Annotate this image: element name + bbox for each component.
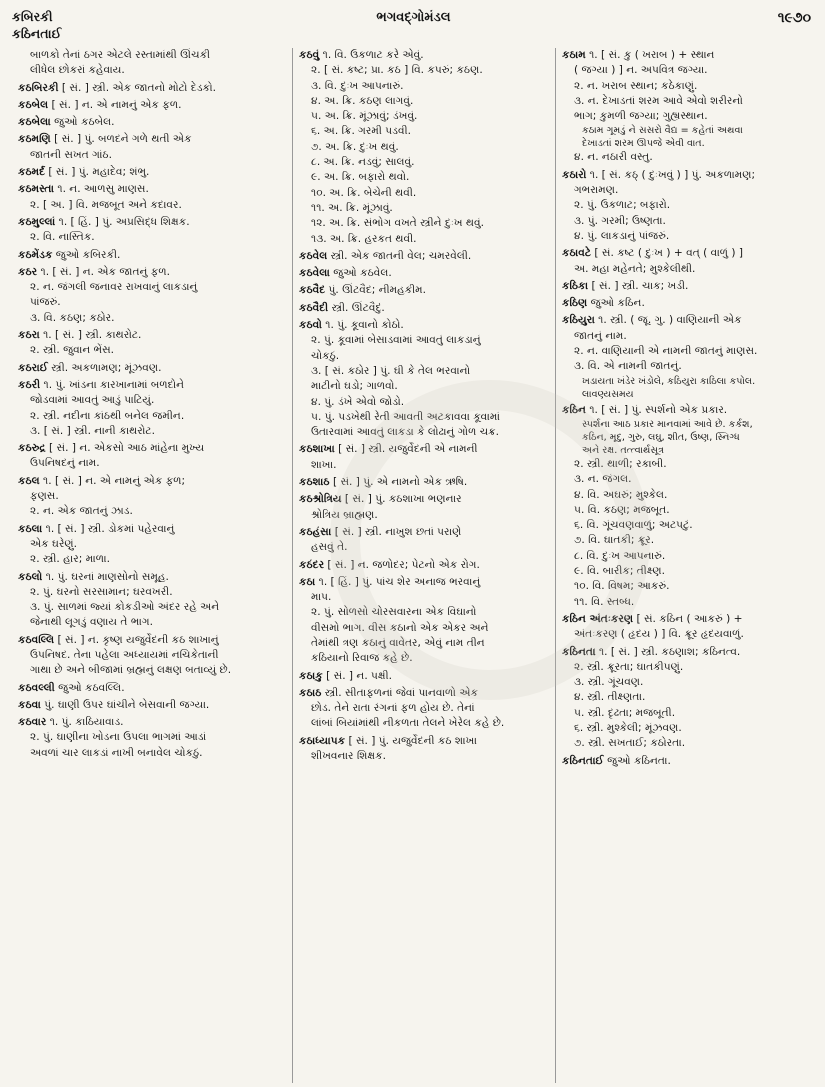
entry-sense: જેનાથી લૂગડું વણાય તે ભાગ. (30, 616, 153, 629)
entry-headword: કઠાકુ (299, 669, 323, 682)
entry-headword: કઠરી (18, 378, 41, 391)
dictionary-entry (299, 686, 549, 732)
entry-text: ૧. [ સં. ] સ્ત્રી. કઠણાશ; કઠિનત્વ. (598, 645, 741, 658)
entry-sense: ૨. ન. જંગલી જનાવર રાખવાનું લાકડાનું (30, 281, 198, 294)
entry-sense: ગભરામણ. (574, 184, 619, 197)
entry-sense: ૧૩. અ. ક્રિ. હરકત થવી. (311, 232, 417, 245)
entry-sense: ૨. [ અ. ] વિ. મજબૂત અને કદાવર. (30, 198, 182, 211)
entry-first-line (562, 246, 809, 261)
dictionary-entry (18, 265, 286, 326)
entry-first-line (299, 301, 549, 316)
entry-sense: ગાથા છે અને બીજામાં બ્રહ્મનું લક્ષણ બતાવ્યું છે. (30, 664, 232, 677)
entry-text: જુઓ કઠિનતા. (607, 754, 671, 767)
entry-text: [ સં. ] ન. જળોદર; પેટનો એક રોગ. (327, 558, 480, 571)
entry-headword: કઠિયુરા (562, 314, 595, 327)
entry-headword: કઠવેલા (299, 267, 330, 280)
entry-sense: પાંજરું. (30, 296, 61, 309)
entry-sense: ૨. પું. ઘરનો સરસામાન; ઘરવખરી. (30, 585, 173, 598)
entry-sense: ૬. અ. ક્રિ. ગરમી પડવી. (311, 125, 411, 138)
entry-sense: અંતઃકરણ ( હૃદય ) ] વિ. ક્રૂર હૃદયવાળું. (574, 628, 744, 641)
entry-headword: કઠશાખા (299, 443, 335, 456)
entry-headword: કઠલો (18, 570, 43, 583)
dictionary-entry (562, 645, 809, 752)
dictionary-entry (18, 81, 286, 96)
entry-first-line (299, 442, 549, 457)
dictionary-entry (562, 48, 809, 166)
entry-first-line (18, 361, 286, 376)
entry-sense: ૩. પું. સાળમાં જ્યાં કોકડીઓ અંદર રહે અને (30, 601, 220, 614)
entry-sense: ૩. [ સં. ] સ્ત્રી. નાની કાથરોટ. (30, 424, 155, 437)
dictionary-entry (18, 474, 286, 520)
entry-text: [ સં. ] સ્ત્રી. નાખુશ છતાં પરાણે (334, 525, 462, 538)
entry-headword: કઠહંસા (299, 525, 332, 538)
guide-word-first: કબિરકી (12, 9, 53, 24)
dictionary-entry (18, 248, 286, 263)
column-2 (292, 48, 555, 1083)
dictionary-entry (299, 249, 549, 264)
entry-headword: કઠિન અંતઃકરણ (562, 612, 634, 625)
entry-text: [ સં. ] પું. એ નામનો એક ઋષિ. (332, 476, 468, 489)
entry-sense: ૧૦. અ. ક્રિ. બેચેની થવી. (311, 186, 417, 199)
entry-sense: માટીનો ઘડો; ગાળવો. (311, 380, 398, 393)
entry-sense: ઉપનિષદ. તેના પહેલા અધ્યાયમાં નચિકેતાની (30, 648, 219, 661)
dictionary-entry (299, 525, 549, 556)
dictionary-entry (18, 570, 286, 631)
dictionary-entry (18, 361, 286, 376)
dictionary-entry (299, 283, 549, 298)
entry-first-line (18, 681, 286, 696)
entry-sense: ૨. સ્ત્રી. જુવાન ભેંસ. (30, 344, 115, 357)
entry-sense: ૨. સ્ત્રી. હાર; માળા. (30, 553, 110, 566)
entry-text: [ સં. ] પું. યજુર્વેદની કઠ શાખા (348, 734, 477, 747)
entry-headword: કઠર (18, 265, 38, 278)
entry-text: [ સં. કઠિન ( આકરું ) + (636, 612, 743, 625)
dictionary-entry (18, 681, 286, 696)
entry-text: જુઓ કઠિન. (590, 297, 645, 310)
entry-headword: કઠામ (562, 49, 586, 61)
entry-sense: ૨. સ્ત્રી. નદીના કાંઠથી બનેલ જમીન. (30, 409, 185, 422)
entry-sense: ૨. પું. ઉકળાટ; બફારો. (574, 199, 671, 212)
entry-sense: લાંબાં બિયાંમાંથી નીકળતા તેલને ખેરેલ કહે છે. (311, 717, 505, 730)
entry-first-line (299, 525, 549, 540)
entry-text: ૧. પું. ઘરનાં માણસોનો સમૂહ. (45, 570, 169, 583)
entry-sense: ૨. પું. કૂવામાં બેસાડવામાં આવતું લાકડાનું (311, 334, 481, 347)
entry-quote: અને રક્ષ. તત્ત્વાર્થસૂત્ર (582, 444, 665, 456)
entry-first-line (18, 182, 286, 197)
entry-first-line (299, 48, 549, 63)
entry-sense: કઠિયાનો રિવાજ કહે છે. (311, 652, 413, 665)
entry-headword: કઠશાઠ (299, 476, 330, 489)
entry-first-line (18, 378, 286, 393)
entry-sense: અવળાં ચાર લાકડાં નાખી બનાવેલ ચોકઠું. (30, 746, 203, 759)
entry-first-line (299, 669, 549, 684)
entry-sense: ૫. અ. ક્રિ. મૂંઝાવું; ડંખવું. (311, 110, 418, 123)
entry-sense: છોડ. તેને રાતા રંગનાં ફળ હોય છે. તેનાં (311, 702, 475, 715)
entry-headword: કઠાઠ (299, 686, 322, 699)
dictionary-entry (562, 754, 809, 769)
entry-text: [ સં. ] ન. કૃષ્ણ યજુર્વેદની કઠ શાખાનું (57, 633, 219, 646)
entry-headword: કઠાવટે (562, 247, 592, 260)
entry-sense: એક ઘરેણું. (30, 537, 78, 550)
entry-first-line (18, 441, 286, 456)
entry-sense: ૭. સ્ત્રી. સખતાઈ; કઠોરતા. (574, 737, 686, 750)
entry-sense: ૧૧. વિ. સ્તબ્ધ. (574, 595, 635, 608)
entry-headword: કઠારો (562, 168, 587, 181)
entry-sense: ૪. ન. નઠારી વસ્તુ. (574, 151, 653, 164)
entry-headword: કઠબેલા (18, 116, 51, 129)
entry-sense: ૨. સ્ત્રી. ક્રૂરતા; ઘાતકીપણું. (574, 660, 684, 673)
entry-first-line (18, 248, 286, 263)
dictionary-entry (562, 403, 809, 610)
entry-headword: કઠવાર (18, 716, 47, 729)
column-3 (555, 48, 815, 1083)
entry-first-line (18, 165, 286, 180)
entry-text: [ સં. ] સ્ત્રી. યજુર્વેદની એ નામની (338, 443, 478, 456)
entry-text: ૧. [ સં. ] પું. સ્પર્શનો એક પ્રકાર. (589, 403, 728, 416)
entry-sense: શ્રોત્રિય બ્રાહ્મણ. (311, 508, 378, 521)
entry-first-line (562, 645, 809, 660)
entry-sense: ૩. વિ. એ નામની જાતનું. (574, 360, 682, 373)
entry-sense: ૬. વિ. ગૂંચવણવાળું; અટપટું. (574, 519, 693, 532)
entry-text: ૧. [ સં. ] ન. એક જાતનું ફળ. (40, 265, 170, 278)
entry-sense: ૪. અ. ક્રિ. કઠણ લાગવું. (311, 94, 414, 107)
entry-first-line (562, 48, 809, 63)
dictionary-entry (299, 301, 549, 316)
entry-text: [ સં. ] પું. બળદને ગળે થતી એક (54, 133, 192, 146)
dictionary-entry (18, 215, 286, 246)
entry-sense: ઉપનિષદનું નામ. (30, 457, 100, 470)
entry-sense: ૩. ન. દેખાડતાં શરમ આવે એવો શરીરનો (574, 94, 743, 107)
entry-first-line (18, 570, 286, 585)
dictionary-entry (299, 48, 549, 247)
dictionary-entry (299, 475, 549, 490)
entry-first-line (18, 522, 286, 537)
entry-text: જુઓ કઠવેલ. (333, 267, 392, 280)
entry-sense: ૧૨. અ. ક્રિ. સંભોગ વખતે સ્ત્રીને દુઃખ થવું. (311, 217, 485, 230)
entry-text: ૧. [ સં. ] ન. એ નામનું એક ફળ; (43, 474, 186, 487)
entry-first-line (562, 168, 809, 183)
entry-headword: કઠવો (299, 319, 322, 332)
dictionary-entry (18, 522, 286, 568)
entry-headword: કઠિન (562, 403, 586, 416)
entry-first-line (18, 328, 286, 343)
entry-sense: ૫. વિ. કઠણ; મજબૂત. (574, 503, 670, 516)
entry-headword: કઠરુદ્ર (18, 442, 46, 455)
entry-headword: કઠમુલ્લાં (18, 215, 56, 228)
entry-text: પું. ઊંટવૈદ; નીમહકીમ. (328, 284, 427, 297)
entry-headword: કઠિણ (562, 297, 588, 310)
entry-sense: ૩. [ સં. કઠોર ] પું. ઘી કે તેલ ભરવાનો (311, 364, 471, 377)
entry-first-line (562, 612, 809, 627)
entry-sense: ઉતારવામાં આવતું લાકડા કે લોઢાનું ગોળ ચક્ર. (311, 426, 500, 439)
entry-sense: ૯. અ. ક્રિ. બફારો થવો. (311, 171, 410, 184)
dictionary-entry (562, 246, 809, 277)
entry-quote: કઠામ ગૂમડું ને સસરો વૈદ્ય = કહેતાં અથવા (582, 125, 743, 137)
entry-text: ૧. [ સં. કુ ( ખરાબ ) + સ્થાન (589, 49, 715, 61)
entry-quote: દેખાડતાં શરમ ઊપજે એવી વાત. (582, 138, 705, 150)
entry-headword: કઠવૈદ (299, 284, 326, 297)
entry-headword: કઠિનતાઈ (562, 754, 604, 767)
entry-headword: કઠિકા (562, 279, 589, 292)
dictionary-entry (18, 633, 286, 679)
dictionary-entry (18, 132, 286, 163)
entry-text: સ્ત્રી. સીતાફળનાં જેવાં પાનવાળો એક (324, 686, 478, 699)
entry-first-line (18, 81, 286, 96)
entry-headword: કઠબેલ (18, 98, 49, 111)
entry-quote: લાવણ્યસમય (582, 388, 634, 400)
dictionary-entry (562, 168, 809, 244)
entry-text: [ સં. ] પું. મહાદેવ; શંભુ. (48, 166, 150, 179)
entry-sense: ૧૧. અ. ક્રિ. મૂંઝાવું. (311, 201, 393, 214)
entry-sense: ૩. વિ. દુઃખ આપનારું. (311, 79, 404, 92)
dictionary-entry (299, 318, 549, 440)
entry-headword: કઠમેંડક (18, 248, 53, 261)
entry-text: ૧. [ સં. કઠ્ ( દુઃખવું ) ] પું. અકળામણ; (589, 168, 756, 181)
entry-sense: જાતનું નામ. (574, 329, 627, 342)
entry-sense: ચોકઠું. (311, 349, 340, 362)
entry-sense: ૩. વિ. કઠણ; કઠોર. (30, 311, 115, 324)
entry-first-line (299, 318, 549, 333)
entry-first-line (562, 279, 809, 294)
dictionary-entry (299, 575, 549, 667)
dictionary-entry (299, 669, 549, 684)
entry-text: ૧. [ સં. ] સ્ત્રી. ડોકમાં પહેરવાનું (45, 522, 175, 535)
dictionary-entry (299, 492, 549, 523)
guide-word-last: કઠિનતાઈ (12, 26, 62, 41)
entry-first-line (18, 132, 286, 147)
dictionary-entry (299, 266, 549, 281)
entry-headword: કઠલ (18, 474, 40, 487)
entry-sense: ૪. સ્ત્રી. તીક્ષ્ણતા. (574, 691, 646, 704)
dictionary-entry (18, 378, 286, 439)
entry-first-line (299, 266, 549, 281)
entry-text: સ્ત્રી. ઊંટવૈદું. (331, 301, 385, 314)
entry-first-line (18, 98, 286, 113)
dictionary-entry (562, 313, 809, 400)
entry-text: [ સં. ] સ્ત્રી. એક જાતનો મોટો દેડકો. (61, 81, 217, 94)
dictionary-entry (18, 48, 286, 79)
entry-text: સ્ત્રી. અકળામણ; મૂંઝવણ. (51, 361, 162, 374)
entry-sense: ૨. [ સં. કષ્ટ; પ્રા. કઠ ] વિ. કપરું; કઠણ. (311, 64, 483, 77)
entry-headword: કઠવલ્લિ (18, 633, 55, 646)
entry-headword: કઠરાઈ (18, 361, 48, 374)
entry-first-line (18, 265, 286, 280)
entry-quote: ખડાયતા ખંડેર ખંડોલે, કઠિયુરા કાઠિલા કપોલ. (582, 375, 756, 387)
entry-line: લીધેલ છોકરાં કહેવાય. (30, 64, 125, 77)
entry-sense: ૨. વિ. નાસ્તિક. (30, 231, 95, 244)
entry-first-line (299, 686, 549, 701)
entry-headword: કઠા (299, 575, 316, 588)
entry-sense: ૪. પું. લાકડાનું પાંજરું. (574, 229, 670, 242)
entry-first-line (299, 558, 549, 573)
entry-text: [ સં. ] પું. કઠશાખા ભણનાર (344, 493, 462, 506)
entry-sense: ૨. ન. એક જાતનું ઝાડ. (30, 505, 133, 518)
dictionary-entry (18, 182, 286, 213)
entry-text: [ સં. ] ન. પક્ષી. (326, 669, 393, 682)
entry-headword: કઠરા (18, 329, 40, 342)
entry-headword: કઠબિરકી (18, 81, 59, 94)
entry-sense: ( જગ્યા ) ] ન. અપવિત્ર જગ્યા. (574, 64, 708, 77)
dictionary-entry (299, 558, 549, 573)
dictionary-entry (299, 734, 549, 765)
entry-text: જુઓ કઠવલ્લિ. (58, 681, 125, 694)
entry-first-line (562, 313, 809, 328)
entry-quote: કઠિન, મૃદુ, ગુરુ, લઘુ, શીત, ઉષ્ણ, સ્નિગ્ધ (582, 431, 740, 443)
entry-text: [ સં. કષ્ટ ( દુઃખ ) + વત્ ( વાળું ) ] (594, 247, 744, 260)
columns (12, 48, 815, 1083)
entry-first-line (18, 474, 286, 489)
entry-headword: કઠમસ્તા (18, 183, 54, 196)
entry-sense: ૫. પું. પડખેથી રેતી આવતી અટકાવવા કૂવામાં (311, 410, 500, 423)
entry-text: [ સં. ] ન. એ નામનું એક ફળ. (51, 98, 182, 111)
entry-text: સ્ત્રી. એક જાતની વેલ; ચમરવેલી. (330, 249, 472, 262)
dictionary-entry (18, 98, 286, 113)
entry-headword: કઠિનતા (562, 645, 596, 658)
entry-line: બાળકો તેનાં ઠગર એટલે રસ્તામાંથી ઊંચકી (30, 49, 211, 61)
entry-sense: ૩. પું. ગરમી; ઉષ્ણતા. (574, 214, 666, 227)
entry-sense: ૫. સ્ત્રી. દૃઢતા; મજબૂતી. (574, 706, 676, 719)
entry-headword: કઠશ્રોત્રિય (299, 493, 342, 506)
entry-sense: ૮. વિ. દુઃખ આપનારું. (574, 549, 666, 562)
entry-text: ૧. [ હિં. ] પું. અપ્રસિદ્ધ શિક્ષક. (58, 215, 190, 228)
entry-sense: ૪. વિ. અઘરું; મુશ્કેલ. (574, 488, 668, 501)
entry-sense: શીખવનાર શિક્ષક. (311, 750, 386, 763)
entry-sense: ૨. પું. સોળસો ચોરસવારના એક વિઘાનો (311, 606, 477, 619)
entry-headword: કઠવેલ (299, 249, 328, 262)
entry-headword: કઠવું (299, 49, 320, 61)
entry-sense: ૪. પું. ડંખે એવો જોડો. (311, 395, 405, 408)
entry-text: ૧. વિ. ઉકળાટ કરે એવું. (322, 49, 424, 61)
entry-text: [ સં. ] ન. એકસો આઠ માંહેના મુખ્ય (49, 442, 205, 455)
entry-first-line (18, 715, 286, 730)
entry-sense: ૬. સ્ત્રી. મુશ્કેલી; મૂંઝવણ. (574, 721, 682, 734)
entry-headword: કઠવૈદી (299, 301, 329, 314)
dictionary-entry (18, 698, 286, 713)
entry-headword: કઠવલ્લી (18, 681, 55, 694)
entry-first-line (299, 734, 549, 749)
entry-text: ૧. ન. આળસુ માણસ. (57, 183, 149, 196)
entry-text: ૧. [ હિં. ] પું. પાંચ શેર અનાજ ભરવાનું (318, 575, 481, 588)
entry-first-line (299, 575, 549, 590)
page-header (12, 6, 815, 48)
dictionary-entry (18, 328, 286, 359)
entry-sense: વીસમો ભાગ. વીસ કઠાનો એક એકર અને (311, 621, 489, 634)
entry-sense: શાખા. (311, 458, 337, 471)
dictionary-entry (562, 279, 809, 294)
dictionary-entry (18, 115, 286, 130)
dictionary-entry (18, 165, 286, 180)
entry-sense: ૧૦. વિ. વિષમ; આકરું. (574, 580, 670, 593)
entry-text: ૧. [ સં. ] સ્ત્રી. કાથરોટ. (43, 329, 142, 342)
entry-first-line (18, 115, 286, 130)
entry-sense: ૭. વિ. ઘાતકી; ક્રૂર. (574, 534, 655, 547)
entry-sense: ૯. વિ. બારીક; તીક્ષ્ણ. (574, 565, 666, 578)
dictionary-entry (18, 441, 286, 472)
entry-text: જુઓ કબિરકી. (55, 248, 121, 261)
dictionary-entry (18, 715, 286, 761)
entry-sense: માપ. (311, 591, 332, 604)
book-title: ભગવદ્ગોમંડલ (376, 10, 451, 25)
entry-first-line (18, 215, 286, 230)
entry-first-line (299, 492, 549, 507)
entry-first-line (18, 698, 286, 713)
entry-sense: ૨. પું. ઘાણીના ખોડના ઉપલા ભાગમાં આડાં (30, 731, 207, 744)
entry-first-line (562, 754, 809, 769)
entry-sense: ૩. સ્ત્રી. ગૂંચવણ. (574, 676, 644, 689)
entry-first-line (299, 475, 549, 490)
entry-text: [ સં. ] સ્ત્રી. ચાક; ખડી. (591, 279, 689, 292)
dictionary-entry (562, 296, 809, 311)
entry-sense: ભાગ; કુમળી જગ્યા; ગુહ્યસ્થાન. (574, 110, 708, 123)
dictionary-entry (299, 442, 549, 473)
entry-sense: ફણસ. (30, 490, 59, 503)
entry-sense: ૩. ન. જંગલ. (574, 473, 632, 486)
entry-headword: કઠમણિ (18, 133, 51, 146)
entry-headword: કઠલા (18, 522, 43, 535)
entry-sense: અ. મહા મહેનતે; મુશ્કેલીથી. (574, 262, 696, 275)
dictionary-entry (562, 612, 809, 643)
entry-first-line (299, 249, 549, 264)
entry-text: જુઓ કઠબેલ. (54, 116, 115, 129)
entry-sense: જોડવામાં આવતું આડું પાટિયું. (30, 394, 155, 407)
entry-sense: ૨. સ્ત્રી. થાળી; રકાબી. (574, 457, 667, 470)
entry-text: ૧. પું. કૂવાનો કોઠો. (325, 319, 404, 332)
entry-headword: કઠમર્દ (18, 166, 46, 179)
entry-sense: તેમાંથી ત્રણ કઠાનું વાવેતર, એવું નામ તીન (311, 636, 485, 649)
column-1 (12, 48, 292, 1083)
entry-headword: કઠાધ્યાપક (299, 734, 346, 747)
entry-text: ૧. સ્ત્રી. ( જૂ. ગુ. ) વાણિયાની એક (598, 314, 742, 327)
entry-text: ૧. પું. ખાંડના કારખાનામાં બળદોને (43, 378, 185, 391)
entry-first-line (562, 403, 809, 418)
page-number: ૧૯૭૦ (777, 10, 811, 26)
entry-text: ૧. પું. કાઠિયાવાડ. (49, 716, 124, 729)
entry-sense: ૮. અ. ક્રિ. નડવું; સાલવું. (311, 156, 415, 169)
entry-quote: સ્પર્શના આઠ પ્રકાર માનવામાં આવે છે. કર્કશ, (582, 418, 753, 430)
entry-sense: હસવું તે. (311, 541, 348, 554)
entry-sense: ૭. અ. ક્રિ. દુઃખ થવું. (311, 140, 399, 153)
entry-sense: ૨. ન. ખરાબ સ્થાન; કઠેકાણું. (574, 79, 698, 92)
entry-first-line (18, 633, 286, 648)
entry-first-line (299, 283, 549, 298)
entry-headword: કઠંદર (299, 558, 325, 571)
entry-sense: જાતની સખત ગાંઠ. (30, 148, 112, 161)
entry-first-line (562, 296, 809, 311)
entry-headword: કઠવા (18, 698, 41, 711)
entry-sense: ૨. ન. વાણિયાની એ નામની જાતનું માણસ. (574, 345, 758, 358)
entry-text: પું. ઘાણી ઉપર ઘાંચીને બેસવાની જગ્યા. (44, 698, 210, 711)
